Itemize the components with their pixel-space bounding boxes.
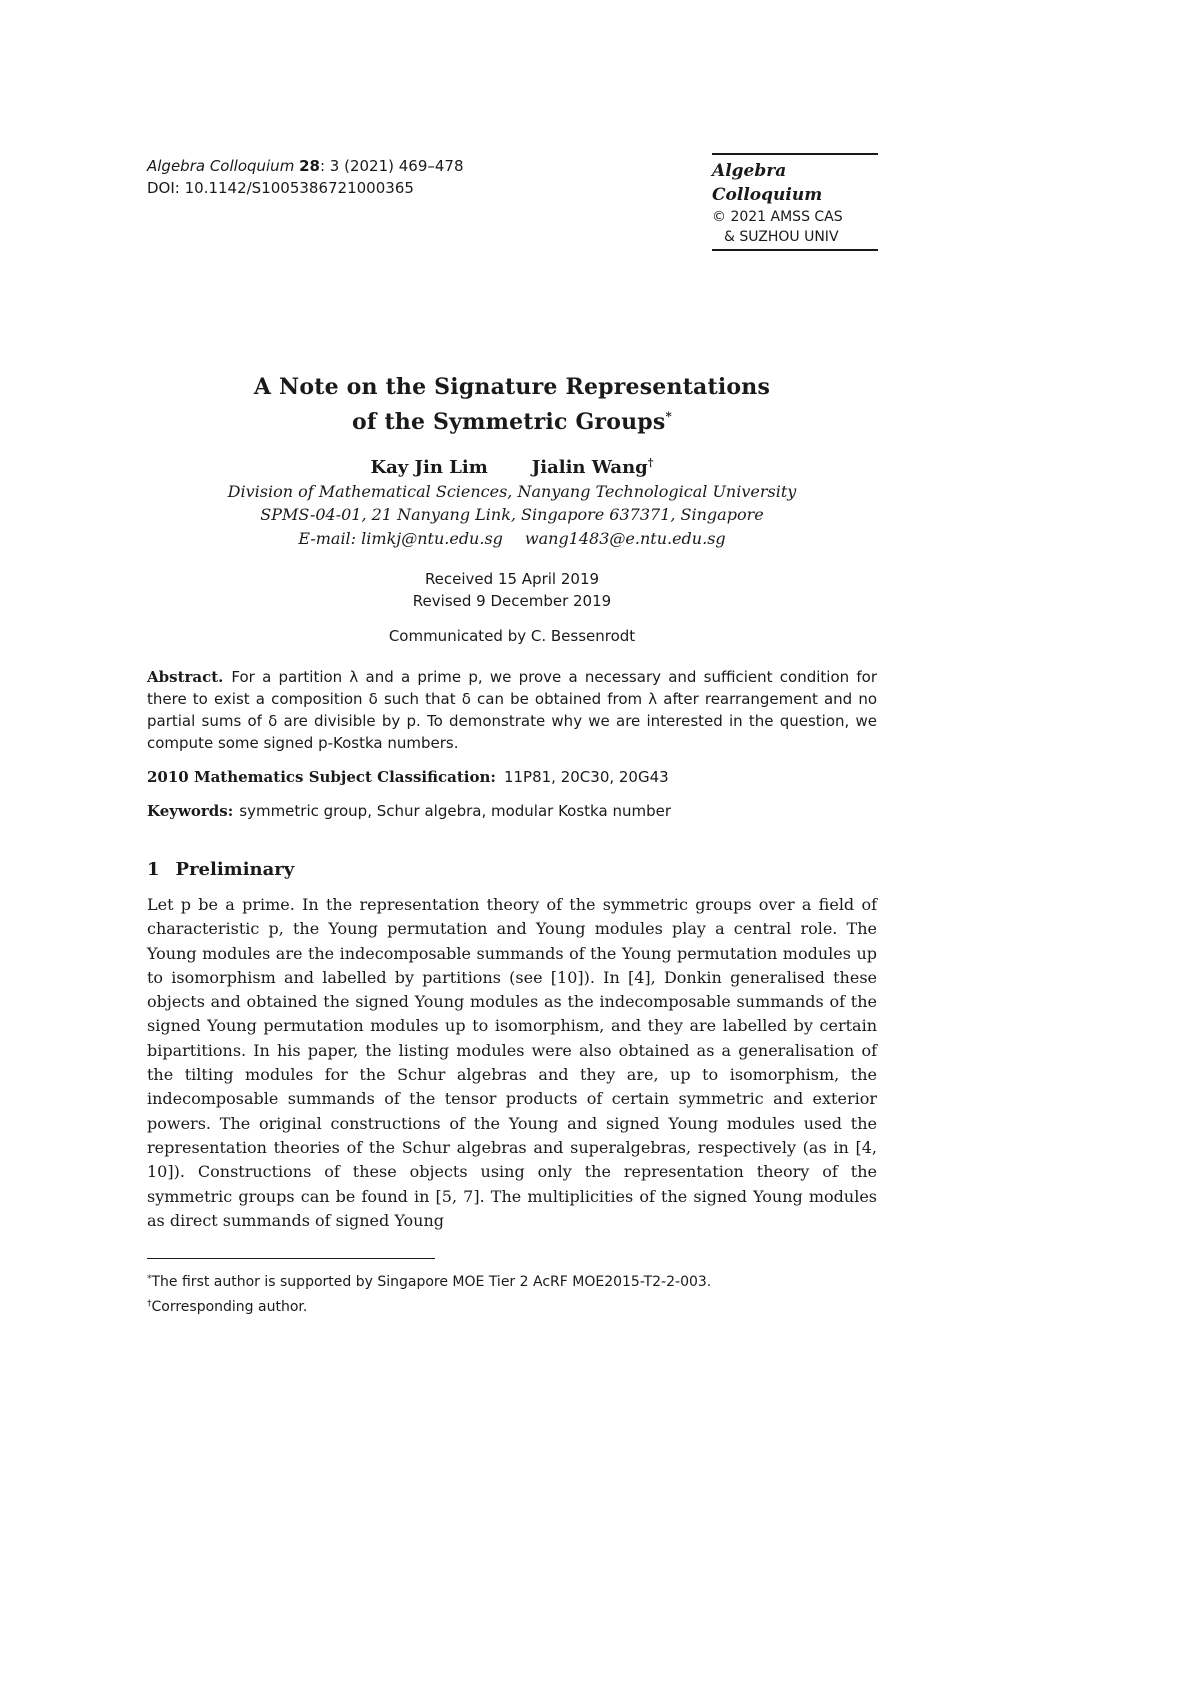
section-body: Let p be a prime. In the representation theory of the symmetric groups over a field of characteristic p, the Young permutation and Young modules play a central role. The Young modules are the indecomposable summands of the Young permutation modules up to isomorphism and labelled by partitions (see [10]). In [4], Donkin generalised these objects and obtained the signed Young modules as the indecomposable summands of the signed Young permutation modules up to isomorphism, and they are labelled by certain bipartitions. In his paper, the listing modules were also obtained as a generalisation of the tilting modules for the Schur algebras and they are, up to isomorphism, the indecomposable summands of the tensor products of certain symmetric and exterior powers. The original constructions of the Young and signed Young modules used the representation theories of the Schur algebras and superalgebras, respectively (as in [4, 10]). Constructions of these objects using only the representation theory of the symmetric groups can be found in [5, 7]. The multiplicities of the signed Young modules as direct summands of signed Young (147, 895, 877, 1230)
footnote-1-text: The first author is supported by Singapore MOE Tier 2 AcRF MOE2015-T2-2-003. (151, 1274, 712, 1290)
abstract-text: For a partition λ and a prime p, we prove a necessary and sufficient condition for there to exist a composition δ such that δ can be obtained from λ after rearrangement and no partial sums of δ are divisible by p. To demonstrate why we are interested in the question, we compute some signed p-Kostka numbers. (147, 668, 877, 752)
journal-name-line2: Colloquium (712, 185, 823, 205)
copyright-line1: © 2021 AMSS CAS (712, 209, 843, 225)
footnotes (147, 1268, 711, 1318)
authors (0, 456, 1024, 478)
copyright-line2: & SUZHOU UNIV (724, 229, 839, 245)
msc-value: 11P81, 20C30, 20G43 (503, 768, 669, 786)
abstract-label: Abstract. (147, 668, 224, 686)
citation-volume: 28 (299, 157, 320, 175)
citation-line (147, 155, 464, 177)
journal-citation (147, 155, 464, 199)
footnote-1 (147, 1268, 711, 1293)
footnote-1-mark: * (147, 1274, 152, 1284)
paper-title-line1: A Note on the Signature Representations (253, 374, 771, 400)
doi: DOI: 10.1142/S1005386721000365 (147, 179, 414, 197)
journal-name-line1: Algebra (712, 161, 787, 181)
author-2-mark: † (647, 456, 654, 469)
affiliation-line2: SPMS-04-01, 21 Nanyang Link, Singapore 637371, Singapore (260, 505, 764, 524)
msc-label: 2010 Mathematics Subject Classification: (147, 768, 496, 786)
revised-date: Revised 9 December 2019 (412, 592, 612, 610)
citation-journal: Algebra Colloquium (147, 157, 295, 175)
section-number: 1 (147, 859, 160, 880)
email-1[interactable]: limkj@ntu.edu.sg (361, 529, 503, 548)
author-1: Kay Jin Lim (370, 457, 488, 478)
affiliation-line1: Division of Mathematical Sciences, Nanyang Technological University (227, 482, 797, 501)
footnote-2 (147, 1293, 711, 1318)
author-2: Jialin Wang (531, 457, 648, 478)
paper-title-line2 (0, 409, 1024, 435)
email-2[interactable]: wang1483@e.ntu.edu.sg (524, 529, 726, 548)
citation-issue-pages: : 3 (2021) 469–478 (319, 157, 464, 175)
section-title: Preliminary (175, 859, 295, 880)
keywords-label: Keywords: (147, 802, 234, 820)
section-heading (147, 859, 294, 880)
received-date: Received 15 April 2019 (424, 570, 600, 588)
title-footnote-mark: * (665, 409, 672, 424)
journal-box (712, 153, 878, 251)
email-line (0, 529, 1024, 548)
email-label: E-mail: (298, 529, 357, 548)
keywords-value: symmetric group, Schur algebra, modular Kostka number (239, 802, 671, 820)
footnote-divider (147, 1258, 435, 1259)
paper-title-text: of the Symmetric Groups (352, 409, 666, 435)
msc-classification (147, 768, 669, 786)
communicated-by: Communicated by C. Bessenrodt (388, 627, 636, 645)
footnote-2-text: Corresponding author. (151, 1299, 308, 1315)
keywords (147, 802, 671, 820)
abstract (147, 666, 877, 754)
footnote-2-mark: † (147, 1299, 152, 1309)
